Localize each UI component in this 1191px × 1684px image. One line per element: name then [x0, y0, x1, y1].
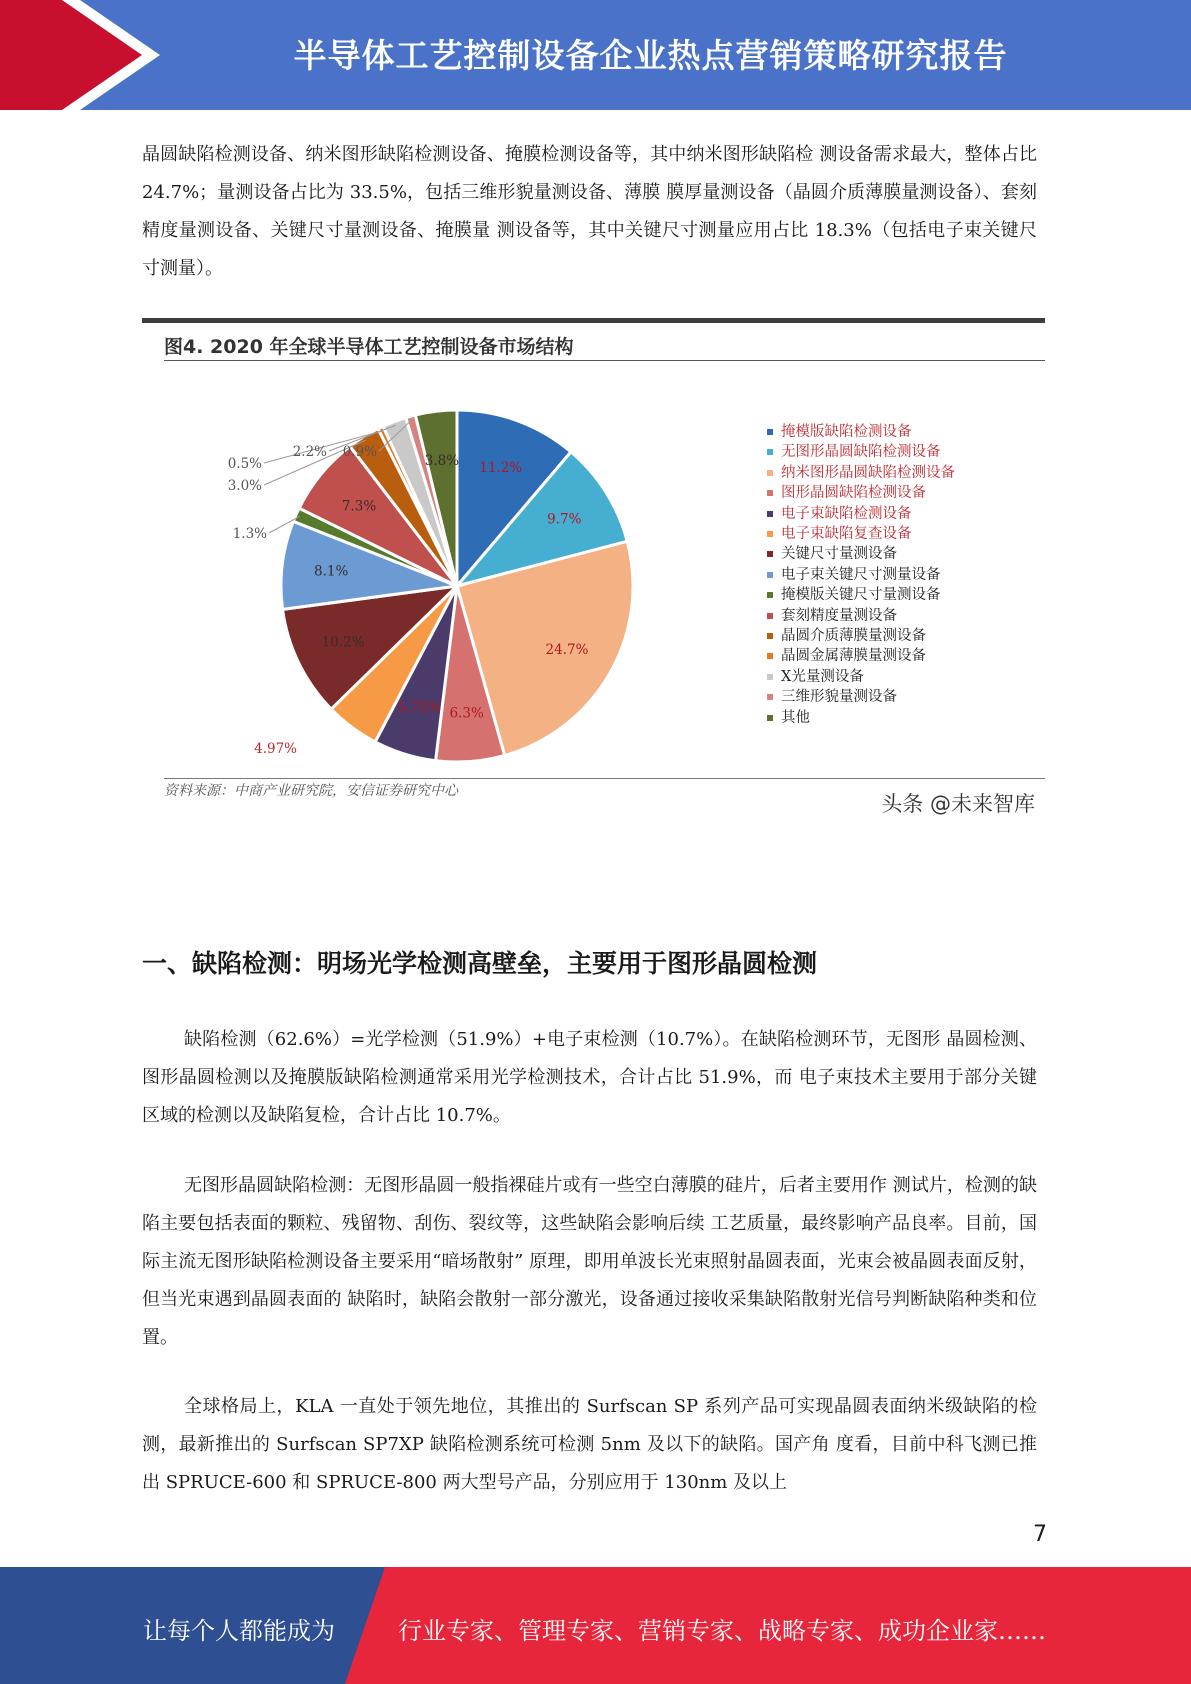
legend-swatch — [767, 653, 773, 659]
legend-label: 晶圆介质薄膜量测设备 — [781, 628, 926, 645]
page-header — [0, 0, 1191, 110]
pie-label-mask-cd: 1.3% — [232, 526, 267, 542]
figure-source: 资料来源：中商产业研究院，安信证券研究中心 — [164, 783, 458, 799]
page-number: 7 — [1033, 1522, 1047, 1547]
pie-label-mask-defect: 11.2% — [479, 460, 523, 477]
pie-label-patterned-wafer: 6.3% — [449, 705, 484, 722]
pie-label-other: 3.8% — [424, 453, 460, 470]
legend-label: 图形晶圆缺陷检测设备 — [781, 485, 926, 502]
pie-label-ebeam-review: 4.97% — [254, 741, 297, 757]
legend-label: 三维形貌量测设备 — [781, 689, 897, 706]
legend-item-unpatterned-wafer — [767, 442, 955, 462]
pie-label-nano-patterned-wafer: 24.7% — [545, 641, 589, 658]
figure-4 — [142, 318, 1045, 838]
pie-label-ebeam-cd: 8.1% — [314, 563, 349, 580]
legend-item-xray — [767, 667, 955, 687]
pie-label-metal-film: 0.5% — [227, 456, 262, 472]
legend-label: 掩模版关键尺寸量测设备 — [781, 587, 941, 604]
legend-swatch — [767, 674, 773, 680]
legend-swatch — [767, 470, 773, 476]
legend-label: 电子束缺陷检测设备 — [781, 505, 912, 522]
legend-item-ebeam-defect — [767, 504, 955, 524]
pie-label-cd-metrology: 10.2% — [321, 634, 365, 651]
legend-item-overlay — [767, 606, 955, 626]
legend-label: 掩模版缺陷检测设备 — [781, 424, 912, 440]
legend-label: 无图形晶圆缺陷检测设备 — [781, 444, 941, 461]
legend-label: 其他 — [781, 709, 810, 726]
pie-label-3d-topography: 0.9% — [342, 444, 377, 460]
legend-label: 晶圆金属薄膜量测设备 — [781, 648, 926, 665]
legend-label: 电子束缺陷复查设备 — [781, 526, 912, 543]
legend-label: 电子束关键尺寸测量设备 — [781, 566, 941, 583]
legend-item-patterned-wafer — [767, 483, 955, 503]
legend-swatch — [767, 551, 773, 557]
page-footer — [0, 1567, 1191, 1684]
legend-label: X光量测设备 — [781, 668, 864, 685]
figure-top-bar — [142, 318, 1045, 323]
pie-label-unpatterned-wafer: 9.7% — [547, 511, 582, 528]
legend-swatch — [767, 633, 773, 639]
legend-swatch — [767, 694, 773, 700]
legend-swatch — [767, 613, 773, 619]
legend-label: 套刻精度量测设备 — [781, 607, 897, 624]
figure-bottom-rule — [164, 778, 1045, 779]
legend-item-mask-cd — [767, 585, 955, 605]
legend-swatch — [767, 511, 773, 517]
report-title: 半导体工艺控制设备企业热点营销策略研究报告 — [293, 36, 1008, 75]
legend-item-cd-metrology — [767, 544, 955, 564]
intro-paragraph: 晶圆缺陷检测设备、纳米图形缺陷检测设备、掩膜检测设备等，其中纳米图形缺陷检 测设备需求最大，整体占比 24.7%；量测设备占比为 33.5%，包括三维形貌量测设备、薄膜 膜厚量测设备（晶圆介质薄膜量测设备）、套刻精度量测设备、关键尺寸量测设备、掩膜量 测设备等，其中关键尺寸测量应用占比 18.3%（包括电子束关键尺寸测量）。 — [142, 144, 1037, 279]
footer-slogan-left: 让每个人都能成为 — [143, 1617, 335, 1645]
legend-swatch — [767, 572, 773, 578]
legend-label: 关键尺寸量测设备 — [781, 546, 897, 563]
section-heading: 一、缺陷检测：明场光学检测高壁垒，主要用于图形晶圆检测 — [142, 949, 818, 978]
legend-swatch — [767, 490, 773, 496]
section-paragraph-3: 全球格局上，KLA 一直处于领先地位，其推出的 Surfscan SP 系列产品可实现晶圆表面纳米级缺陷的检测，最新推出的 Surfscan SP7XP 缺陷检测系统可检测 5nm 及以下的缺陷。国产角 度看，目前中科飞测已推出 SPRUCE-600 和 SPRUCE-800 两大型号产品，分别应用于 130nm 及以上 — [142, 1396, 1037, 1493]
figure-title-rule — [164, 360, 1045, 361]
pie-label-overlay: 7.3% — [341, 498, 377, 515]
legend-item-mask-defect — [767, 422, 955, 442]
figure-title: 图4. 2020 年全球半导体工艺控制设备市场结构 — [164, 336, 574, 358]
legend-item-other — [767, 708, 955, 728]
pie-label-xray: 2.2% — [292, 444, 327, 460]
watermark: 头条 @未来智库 — [881, 792, 1035, 816]
legend-swatch — [767, 592, 773, 598]
legend-swatch — [767, 429, 773, 435]
chart-legend — [767, 422, 955, 728]
header-red-chevron — [0, 0, 142, 110]
pie-label-dielectric-film: 3.0% — [227, 478, 262, 494]
section-paragraph-2: 无图形晶圆缺陷检测：无图形晶圆一般指裸硅片或有一些空白薄膜的硅片，后者主要用作 测试片，检测的缺陷主要包括表面的颗粒、残留物、刮伤、裂纹等，这些缺陷会影响后续 工艺质量，最终影响产品良率。目前，国际主流无图形缺陷检测设备主要采用“暗场散射” 原理，即用单波长光束照射晶圆表面，光束会被晶圆表面反射，但当光束遇到晶圆表面的 缺陷时，缺陷会散射一部分激光，设备通过接收采集缺陷散射光信号判断缺陷种类和位置。 — [142, 1175, 1037, 1348]
legend-item-dielectric-film — [767, 626, 955, 646]
footer-slogan-right: 行业专家、管理专家、营销专家、战略专家、成功企业家…… — [398, 1617, 1046, 1645]
legend-swatch — [767, 449, 773, 455]
legend-item-3d-topography — [767, 687, 955, 707]
legend-swatch — [767, 531, 773, 537]
pie-label-ebeam-defect: 5.75% — [397, 699, 441, 716]
section-paragraph-1: 缺陷检测（62.6%）=光学检测（51.9%）+电子束检测（10.7%）。在缺陷检测环节，无图形 晶圆检测、图形晶圆检测以及掩膜版缺陷检测通常采用光学检测技术，合计占比 51.9%，而 电子束技术主要用于部分关键区域的检测以及缺陷复检，合计占比 10.7%。 — [142, 1029, 1037, 1126]
legend-item-nano-patterned-wafer — [767, 463, 955, 483]
legend-label: 纳米图形晶圆缺陷检测设备 — [781, 464, 955, 481]
legend-item-ebeam-cd — [767, 565, 955, 585]
legend-item-ebeam-review — [767, 524, 955, 544]
legend-item-metal-film — [767, 646, 955, 666]
legend-swatch — [767, 715, 773, 721]
